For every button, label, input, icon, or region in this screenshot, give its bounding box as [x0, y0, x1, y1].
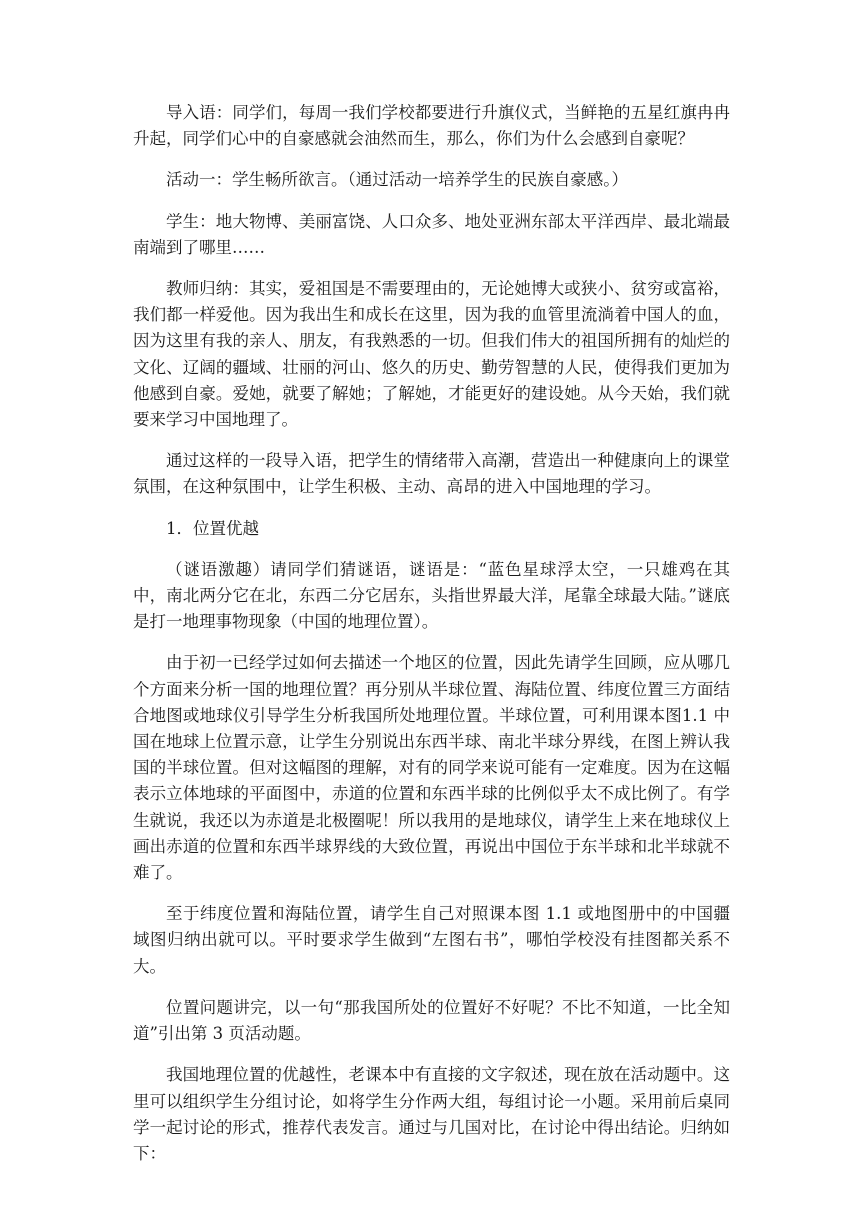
paragraph-transition: 位置问题讲完，以一句“那我国所处的位置好不好呢？不比不知道，一比全知道”引出第 3 页活动题。 [133, 997, 730, 1044]
paragraph-student: 学生：地大物博、美丽富饶、人口众多、地处亚洲东部太平洋西岸、最北端最南端到了哪里…… [133, 211, 730, 257]
paragraph-atmosphere: 通过这样的一段导入语，把学生的情绪带入高潮，营造出一种健康向上的课堂氛围，在这种氛围中，让学生积极、主动、高昂的进入中国地理的学习。 [133, 451, 730, 497]
paragraph-activity-one: 活动一：学生畅所欲言。（通过活动一培养学生的民族自豪感。） [166, 170, 628, 190]
paragraph-riddle: （谜语激趣）请同学们猜谜语，谜语是：“蓝色星球浮太空，一只雄鸡在其中，南北两分它在北，东西二分它居东，头指世界最大洋，尾靠全球最大陆。”谜底是打一地理事物现象（中国的地理位置）。 [133, 559, 730, 632]
paragraph-intro: 导入语：同学们，每周一我们学校都要进行升旗仪式，当鲜艳的五星红旗冉冉升起，同学们心中的自豪感就会油然而生，那么，你们为什么会感到自豪呢？ [133, 103, 730, 149]
paragraph-latitude: 至于纬度位置和海陆位置，请学生自己对照课本图 1.1 或地图册中的中国疆域图归纳出就可以。平时要求学生做到“左图右书”，哪怕学校没有挂图都关系不大。 [133, 904, 730, 976]
paragraph-hemisphere: 由于初一已经学过如何去描述一个地区的位置，因此先请学生回顾，应从哪几个方面来分析一国的地理位置？再分别从半球位置、海陆位置、纬度位置三方面结合地图或地球仪引导学生分析我国所处地理位置。半球位置，可利用课本图1.1 中国在地球上位置示意，让学生分别说出东西半球、南北半球分界线，在图上辨认我国的半球位置。但对这幅图的理解，对有的同学来说可能有一定难度。因为在这幅表示立体地球的平面图中，赤道的位置和东西半球的比例似乎太不成比例了。有学生就说，我还以为赤道是北极圈呢！所以我用的是地球仪，请学生上来在地球仪上画出赤道的位置和东西半球界线的大致位置，再说出中国位于东半球和北半球就不难了。 [133, 653, 730, 883]
section-heading-location: 1．位置优越 [166, 518, 259, 538]
paragraph-discussion: 我国地理位置的优越性，老课本中有直接的文字叙述，现在放在活动题中。这里可以组织学生分组讨论，如将学生分作两大组，每组讨论一小题。采用前后桌同学一起讨论的形式，推荐代表发言。通过与几国对比，在讨论中得出结论。归纳如下： [133, 1065, 730, 1163]
document-body [133, 100, 730, 1182]
paragraph-teacher-summary: 教师归纳：其实，爱祖国是不需要理由的，无论她博大或狭小、贫穷或富裕，我们都一样爱他。因为我出生和成长在这里，因为我的血管里流淌着中国人的血，因为这里有我的亲人、朋友，有我熟悉的一切。但我们伟大的祖国所拥有的灿烂的文化、辽阔的疆域、壮丽的河山、悠久的历史、勤劳智慧的人民，使得我们更加为他感到自豪。爱她，就要了解她；了解她，才能更好的建设她。从今天始，我们就要来学习中国地理了。 [133, 279, 730, 430]
